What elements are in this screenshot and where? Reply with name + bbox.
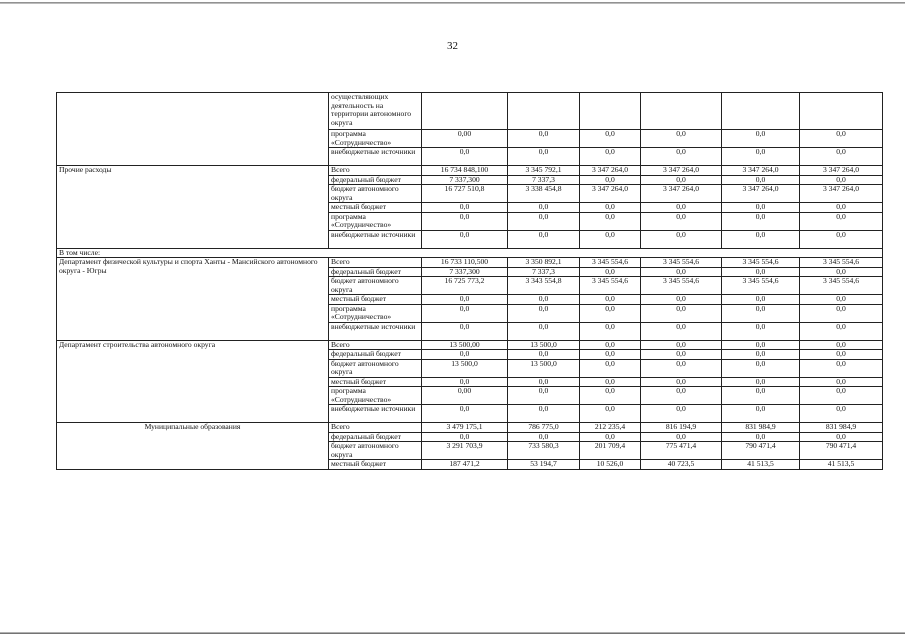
- value-cell: 0,0: [800, 405, 883, 423]
- value-cell: 775 471,4: [641, 442, 722, 460]
- value-cell: 3 345 554,6: [641, 277, 722, 295]
- value-cell: 3 345 554,6: [800, 277, 883, 295]
- value-cell: 0,0: [580, 359, 641, 377]
- funding-source-cell: программа «Сотрудничество»: [329, 304, 422, 322]
- funding-source-cell: программа «Сотрудничество»: [329, 130, 422, 148]
- value-cell: 786 775,0: [508, 423, 580, 433]
- value-cell: 3 347 264,0: [722, 185, 800, 203]
- funding-source-cell: Всего: [329, 258, 422, 268]
- value-cell: 0,0: [641, 432, 722, 442]
- value-cell: 3 345 554,6: [580, 277, 641, 295]
- value-cell: 0,0: [422, 230, 508, 248]
- value-cell: 0,0: [800, 212, 883, 230]
- value-cell: 0,0: [422, 203, 508, 213]
- funding-source-cell: местный бюджет: [329, 377, 422, 387]
- value-cell: 40 723,5: [641, 460, 722, 470]
- value-cell: 0,0: [580, 148, 641, 166]
- funding-source-cell: программа «Сотрудничество»: [329, 212, 422, 230]
- value-cell: 0,0: [508, 130, 580, 148]
- value-cell: 0,0: [508, 148, 580, 166]
- value-cell: 3 350 892,1: [508, 258, 580, 268]
- value-cell: 0,0: [508, 350, 580, 360]
- value-cell: 0,0: [641, 340, 722, 350]
- funding-source-cell: Всего: [329, 166, 422, 176]
- table-row: [57, 248, 883, 258]
- funding-source-cell: бюджет автономного округа: [329, 185, 422, 203]
- value-cell: 0,0: [722, 432, 800, 442]
- value-cell: 790 471,4: [800, 442, 883, 460]
- value-cell: 7 337,3: [508, 267, 580, 277]
- value-cell: 0,0: [800, 230, 883, 248]
- value-cell: 16 725 773,2: [422, 277, 508, 295]
- funding-source-cell: осуществляющих деятельность на территории автономного округа: [329, 93, 422, 130]
- value-cell: [580, 93, 641, 130]
- value-cell: 0,0: [641, 295, 722, 305]
- value-cell: 0,0: [580, 432, 641, 442]
- value-cell: 201 709,4: [580, 442, 641, 460]
- section-label-cell: В том числе:: [57, 248, 883, 258]
- value-cell: 0,0: [722, 230, 800, 248]
- table-row: [57, 340, 883, 350]
- value-cell: 0,0: [722, 359, 800, 377]
- value-cell: 0,0: [580, 377, 641, 387]
- funding-source-cell: местный бюджет: [329, 295, 422, 305]
- value-cell: 0,0: [508, 377, 580, 387]
- value-cell: 0,0: [422, 322, 508, 340]
- value-cell: 0,0: [641, 322, 722, 340]
- value-cell: 0,0: [422, 377, 508, 387]
- value-cell: 0,0: [580, 405, 641, 423]
- value-cell: 0,0: [580, 322, 641, 340]
- value-cell: 0,0: [722, 340, 800, 350]
- value-cell: 0,0: [722, 387, 800, 405]
- value-cell: 733 580,3: [508, 442, 580, 460]
- value-cell: 0,0: [580, 295, 641, 305]
- value-cell: 0,0: [580, 340, 641, 350]
- value-cell: 0,0: [641, 148, 722, 166]
- value-cell: 0,0: [422, 432, 508, 442]
- value-cell: 0,0: [722, 267, 800, 277]
- value-cell: 0,0: [580, 230, 641, 248]
- value-cell: 790 471,4: [722, 442, 800, 460]
- value-cell: 0,0: [800, 340, 883, 350]
- value-cell: 212 235,4: [580, 423, 641, 433]
- value-cell: 7 337,300: [422, 267, 508, 277]
- value-cell: 13 500,0: [508, 359, 580, 377]
- funding-source-cell: бюджет автономного округа: [329, 442, 422, 460]
- value-cell: 0,0: [641, 304, 722, 322]
- table-row: [57, 166, 883, 176]
- value-cell: 13 500,00: [422, 340, 508, 350]
- value-cell: 0,0: [580, 203, 641, 213]
- value-cell: 0,0: [722, 405, 800, 423]
- value-cell: 3 345 554,6: [580, 258, 641, 268]
- value-cell: [722, 93, 800, 130]
- value-cell: 0,0: [580, 350, 641, 360]
- funding-source-cell: бюджет автономного округа: [329, 359, 422, 377]
- funding-source-cell: бюджет автономного округа: [329, 277, 422, 295]
- value-cell: 0,0: [580, 387, 641, 405]
- table-row: [57, 258, 883, 268]
- organization-cell: Департамент физической культуры и спорта Ханты - Мансийского автономного округа - Югры: [57, 258, 329, 341]
- value-cell: 0,0: [641, 212, 722, 230]
- value-cell: 13 500,0: [508, 340, 580, 350]
- value-cell: 41 513,5: [800, 460, 883, 470]
- value-cell: 831 984,9: [722, 423, 800, 433]
- value-cell: 0,0: [722, 148, 800, 166]
- value-cell: 0,0: [641, 350, 722, 360]
- value-cell: 3 347 264,0: [580, 185, 641, 203]
- value-cell: 0,0: [641, 267, 722, 277]
- value-cell: 3 347 264,0: [641, 166, 722, 176]
- value-cell: 0,0: [641, 377, 722, 387]
- value-cell: 0,0: [800, 267, 883, 277]
- funding-source-cell: федеральный бюджет: [329, 350, 422, 360]
- value-cell: 13 500,0: [422, 359, 508, 377]
- value-cell: 16 727 510,8: [422, 185, 508, 203]
- scan-bottom-edge: [0, 632, 905, 634]
- value-cell: 0,0: [422, 304, 508, 322]
- value-cell: 0,0: [508, 230, 580, 248]
- value-cell: 0,0: [580, 130, 641, 148]
- value-cell: 0,0: [641, 230, 722, 248]
- funding-source-cell: внебюджетные источники: [329, 405, 422, 423]
- funding-source-cell: Всего: [329, 423, 422, 433]
- value-cell: 0,0: [508, 212, 580, 230]
- funding-source-cell: внебюджетные источники: [329, 322, 422, 340]
- value-cell: 0,0: [722, 212, 800, 230]
- page-number: 32: [447, 40, 458, 52]
- value-cell: 0,0: [800, 203, 883, 213]
- funding-source-cell: федеральный бюджет: [329, 432, 422, 442]
- value-cell: 0,0: [508, 304, 580, 322]
- funding-source-cell: местный бюджет: [329, 203, 422, 213]
- value-cell: 3 345 554,6: [800, 258, 883, 268]
- value-cell: 3 345 792,1: [508, 166, 580, 176]
- value-cell: 0,0: [800, 432, 883, 442]
- funding-source-cell: местный бюджет: [329, 460, 422, 470]
- value-cell: 0,0: [580, 304, 641, 322]
- value-cell: 0,0: [641, 387, 722, 405]
- organization-cell: Департамент строительства автономного округа: [57, 340, 329, 423]
- funding-source-cell: Всего: [329, 340, 422, 350]
- organization-cell: [57, 93, 329, 166]
- value-cell: 16 734 848,100: [422, 166, 508, 176]
- value-cell: 3 347 264,0: [641, 185, 722, 203]
- value-cell: 3 347 264,0: [800, 185, 883, 203]
- value-cell: 0,0: [422, 295, 508, 305]
- value-cell: 3 291 703,9: [422, 442, 508, 460]
- value-cell: 7 337,3: [508, 175, 580, 185]
- value-cell: 0,0: [641, 203, 722, 213]
- value-cell: 0,0: [508, 203, 580, 213]
- value-cell: 41 513,5: [722, 460, 800, 470]
- value-cell: 0,0: [722, 377, 800, 387]
- value-cell: 3 347 264,0: [800, 166, 883, 176]
- value-cell: 0,0: [722, 175, 800, 185]
- value-cell: 831 984,9: [800, 423, 883, 433]
- table-row: [57, 93, 883, 130]
- value-cell: [422, 93, 508, 130]
- funding-source-cell: внебюджетные источники: [329, 148, 422, 166]
- value-cell: 0,0: [800, 377, 883, 387]
- value-cell: 0,0: [722, 130, 800, 148]
- value-cell: [800, 93, 883, 130]
- value-cell: 0,0: [722, 350, 800, 360]
- value-cell: 3 338 454,8: [508, 185, 580, 203]
- value-cell: 187 471,2: [422, 460, 508, 470]
- value-cell: 0,0: [508, 405, 580, 423]
- value-cell: 0,0: [800, 175, 883, 185]
- value-cell: 0,0: [580, 212, 641, 230]
- value-cell: 0,0: [422, 405, 508, 423]
- value-cell: 0,0: [508, 387, 580, 405]
- value-cell: 0,0: [800, 322, 883, 340]
- scan-top-edge: [0, 2, 905, 4]
- value-cell: 0,0: [641, 359, 722, 377]
- value-cell: 53 194,7: [508, 460, 580, 470]
- value-cell: 0,0: [641, 130, 722, 148]
- value-cell: 0,0: [508, 322, 580, 340]
- value-cell: [508, 93, 580, 130]
- value-cell: 0,00: [422, 130, 508, 148]
- value-cell: 3 343 554,8: [508, 277, 580, 295]
- value-cell: 3 347 264,0: [722, 166, 800, 176]
- value-cell: 816 194,9: [641, 423, 722, 433]
- value-cell: 3 345 554,6: [722, 277, 800, 295]
- table-row: [57, 423, 883, 433]
- funding-source-cell: внебюджетные источники: [329, 230, 422, 248]
- funding-source-cell: федеральный бюджет: [329, 175, 422, 185]
- value-cell: 0,0: [722, 322, 800, 340]
- table-body: [57, 93, 883, 470]
- value-cell: 0,00: [422, 387, 508, 405]
- organization-cell: Муниципальные образования: [57, 423, 329, 470]
- value-cell: 0,0: [508, 295, 580, 305]
- funding-source-cell: федеральный бюджет: [329, 267, 422, 277]
- value-cell: 0,0: [641, 175, 722, 185]
- value-cell: 7 337,300: [422, 175, 508, 185]
- value-cell: 3 345 554,6: [641, 258, 722, 268]
- organization-cell: Прочие расходы: [57, 166, 329, 249]
- value-cell: 0,0: [800, 295, 883, 305]
- value-cell: 10 526,0: [580, 460, 641, 470]
- value-cell: 0,0: [800, 130, 883, 148]
- value-cell: 3 345 554,6: [722, 258, 800, 268]
- value-cell: 0,0: [800, 387, 883, 405]
- value-cell: 0,0: [800, 359, 883, 377]
- value-cell: 0,0: [508, 432, 580, 442]
- value-cell: [641, 93, 722, 130]
- value-cell: 0,0: [800, 350, 883, 360]
- value-cell: 0,0: [800, 304, 883, 322]
- value-cell: 0,0: [800, 148, 883, 166]
- value-cell: 0,0: [722, 203, 800, 213]
- value-cell: 3 347 264,0: [580, 166, 641, 176]
- value-cell: 3 479 175,1: [422, 423, 508, 433]
- value-cell: 0,0: [422, 350, 508, 360]
- value-cell: 0,0: [641, 405, 722, 423]
- funding-source-cell: программа «Сотрудничество»: [329, 387, 422, 405]
- value-cell: 0,0: [722, 304, 800, 322]
- value-cell: 0,0: [580, 267, 641, 277]
- value-cell: 0,0: [722, 295, 800, 305]
- value-cell: 16 733 110,500: [422, 258, 508, 268]
- value-cell: 0,0: [422, 148, 508, 166]
- value-cell: 0,0: [422, 212, 508, 230]
- value-cell: 0,0: [580, 175, 641, 185]
- budget-table: [56, 92, 883, 470]
